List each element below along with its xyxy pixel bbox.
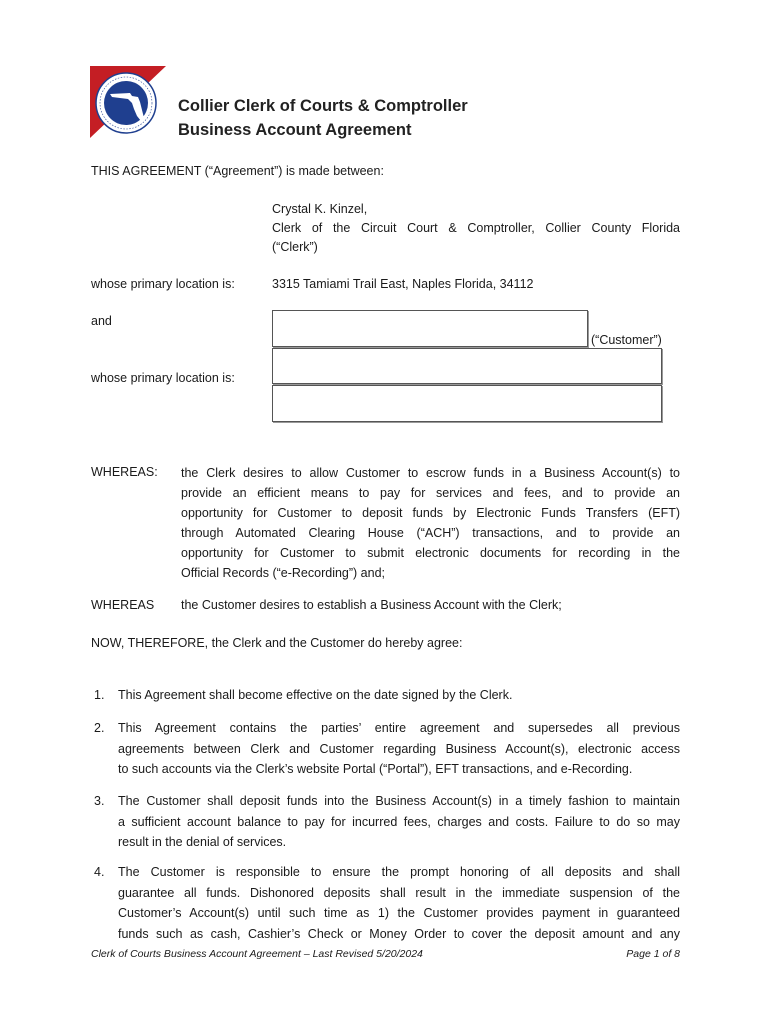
list-item-line: The Customer shall deposit funds into the Business Account(s) in a timely fashion to maintain — [118, 794, 680, 808]
list-item-line: a sufficient account balance to pay for incurred fees, charges and costs. Failure to do so may — [118, 814, 680, 829]
clerk-title: Clerk of the Circuit Court & Comptroller, Collier County Florida — [272, 221, 680, 235]
clerk-location-address: 3315 Tamiami Trail East, Naples Florida, 34112 — [272, 277, 534, 291]
list-item-number: 3. — [94, 794, 105, 808]
title-line-2: Business Account Agreement — [178, 121, 412, 139]
list-item-number: 4. — [94, 865, 105, 879]
footer-document-info: Clerk of Courts Business Account Agreement – Last Revised 5/20/2024 — [91, 948, 423, 960]
clerk-designation: (“Clerk”) — [272, 240, 318, 254]
whereas-1-text — [181, 463, 680, 583]
list-item-line: result in the denial of services. — [118, 835, 287, 849]
list-item — [94, 791, 680, 853]
whereas-1-line: provide an efficient means to pay for services and fees, and to provide an — [181, 486, 680, 500]
whereas-1-line: the Clerk desires to allow Customer to escrow funds in a Business Account(s) to — [181, 466, 680, 480]
whereas-1-line: opportunity for Customer to submit electronic documents for recording in the — [181, 546, 680, 560]
and-label: and — [91, 314, 112, 328]
clerk-seal-logo — [90, 66, 166, 138]
list-item-line: to such accounts via the Clerk’s website Portal (“Portal”), EFT transactions, and e-Recording. — [118, 762, 633, 776]
whereas-2-text: the Customer desires to establish a Business Account with the Clerk; — [181, 598, 562, 612]
list-item — [94, 685, 680, 706]
clerk-name: Crystal K. Kinzel, — [272, 202, 368, 216]
list-item — [94, 862, 680, 944]
whereas-1-line: Official Records (“e-Recording”) and; — [181, 566, 386, 580]
now-therefore: NOW, THEREFORE, the Clerk and the Customer do hereby agree: — [91, 636, 463, 650]
list-item-line: funds such as cash, Cashier’s Check or Money Order to cover the deposit amount and any — [118, 926, 680, 941]
list-item-line: agreements between Clerk and Customer regarding Business Account(s), electronic access — [118, 741, 680, 756]
list-item — [94, 718, 680, 780]
list-item-number: 2. — [94, 721, 105, 735]
clerk-location-label: whose primary location is: — [91, 277, 235, 291]
title-line-1: Collier Clerk of Courts & Comptroller — [178, 97, 468, 115]
list-item-number: 1. — [94, 688, 105, 702]
list-item-line: This Agreement shall become effective on the date signed by the Clerk. — [118, 688, 513, 702]
agreement-intro: THIS AGREEMENT (“Agreement”) is made between: — [91, 164, 384, 178]
whereas-1-line: through Automated Clearing House (“ACH”) transactions, and to provide an — [181, 526, 680, 540]
customer-designation: (“Customer”) — [591, 333, 662, 347]
footer-page-number: Page 1 of 8 — [626, 948, 680, 960]
list-item-line: This Agreement contains the parties’ entire agreement and supersedes all previous — [118, 721, 680, 735]
clerk-party-block — [272, 200, 680, 257]
list-item-line: Customer’s Account(s) until such time as 1) the Customer provides payment in guaranteed — [118, 906, 680, 920]
whereas-2-label: WHEREAS — [91, 598, 155, 612]
page-title — [178, 94, 468, 142]
list-item-line: guarantee all funds. Dishonored deposits shall result in the immediate suspension of the — [118, 885, 680, 900]
customer-location-label: whose primary location is: — [91, 371, 235, 385]
customer-address-line2-field[interactable] — [272, 385, 662, 422]
whereas-1-line: opportunity for Customer to deposit funds by Electronic Funds Transfers (EFT) — [181, 506, 680, 520]
whereas-1-label: WHEREAS: — [91, 465, 158, 479]
customer-address-line1-field[interactable] — [272, 348, 662, 384]
customer-name-field[interactable] — [272, 310, 588, 347]
list-item-line: The Customer is responsible to ensure the prompt honoring of all deposits and shall — [118, 865, 680, 879]
